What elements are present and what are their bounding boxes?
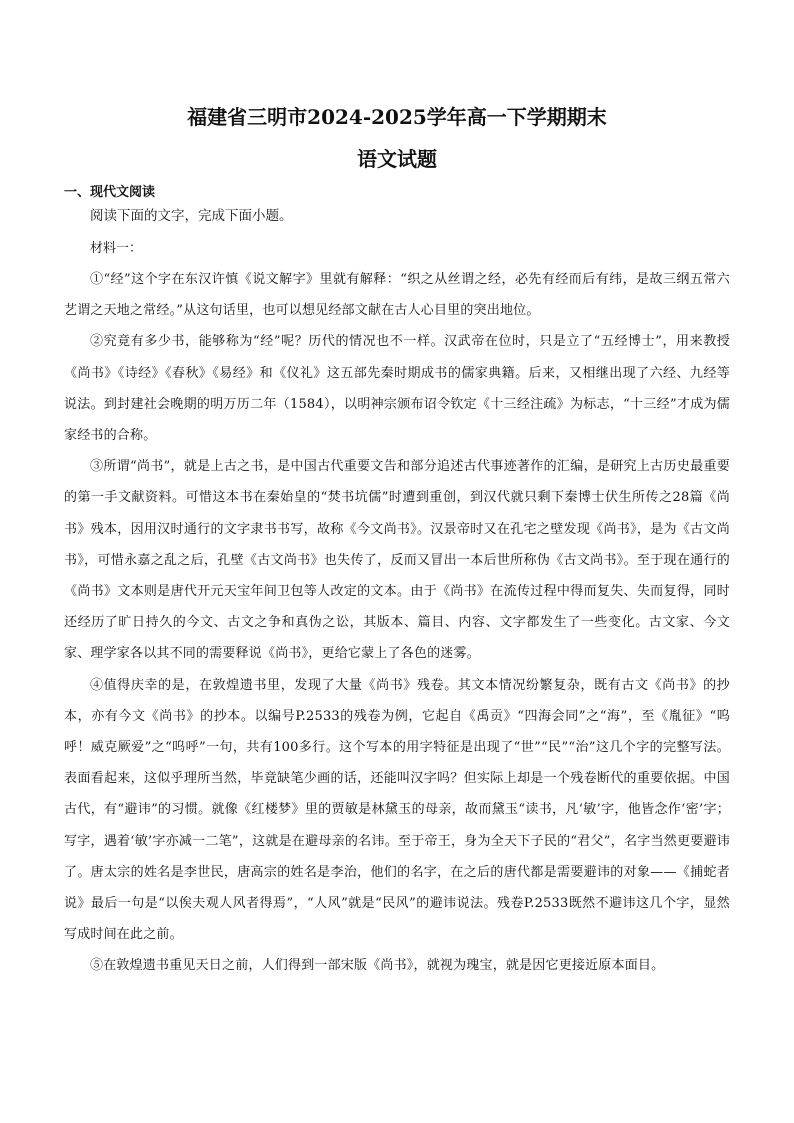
paragraph-5: ⑤在敦煌遗书重见天日之前，人们得到一部宋版《尚书》，就视为瑰宝，就是因它更接近原本面目。 bbox=[90, 958, 665, 974]
reading-instruction: 阅读下面的文字，完成下面小题。 bbox=[90, 208, 293, 224]
paragraph-3: ③所谓“尚书”，就是上古之书，是中国古代重要文告和部分追述古代事迹著作的汇编，是研究上古历史最重要的第一手文献资料。可惜这本书在秦始皇的“焚书坑儒”时遭到重创，到汉代就只剩下秦博士伏生所传之28篇《尚书》残本，因用汉时通行的文字隶书书写，故称《今文尚书》。汉景帝时又在孔宅之壁发现《尚书》，是为《古文尚书》，可惜永嘉之乱之后，孔壁《古文尚书》也失传了，反而又冒出一本后世所称伪《古文尚书》。至于现在通行的《尚书》文本则是唐代开元天宝年间卫包等人改定的文本。由于《尚书》在流传过程中得而复失、失而复得，同时还经历了旷日持久的今文、古文之争和真伪之讼，其版本、篇目、内容、文字都发生了一些变化。古文家、今文家、理学家各以其不同的需要释说《尚书》，更给它蒙上了各色的迷雾。 bbox=[64, 459, 730, 662]
document-title: 福建省三明市2024-2025学年高一下学期期末 bbox=[187, 105, 607, 129]
paragraph-4: ④值得庆幸的是，在敦煌遗书里，发现了大量《尚书》残卷。其文本情况纷繁复杂，既有古文《尚书》的抄本，亦有今文《尚书》的抄本。以编号P.2533的残卷为例，它起自《禹贡》“四海会同”之“海”，至《胤征》“呜呼！威克厥爱”之“呜呼”一句，共有100多行。这个写本的用字特征是出现了“世”“民”“治”这几个字的完整写法。表面看起来，这似乎理所当然，毕竟缺笔少画的话，还能叫汉字吗？但实际上却是一个残卷断代的重要依据。中国古代，有“避讳”的习惯。就像《红楼梦》里的贾敏是林黛玉的母亲，故而黛玉“读书，凡‘敏’字，他皆念作‘密’字；写字，遇着‘敏’字亦减一二笔”，这就是在避母亲的名讳。至于帝王，身为全天下子民的“君父”，名字当然更要避讳了。唐太宗的姓名是李世民，唐高宗的姓名是李治，他们的名字，在之后的唐代都是需要避讳的对象——《捕蛇者说》最后一句是“以俟夫观人风者得焉”，“人风”就是“民风”的避讳说法。残卷P.2533既然不避讳这几个字，显然写成时间在此之前。 bbox=[64, 677, 730, 943]
section-heading: 一、现代文阅读 bbox=[64, 185, 156, 200]
paragraph-2: ②究竟有多少书，能够称为“经”呢？历代的情况也不一样。汉武帝在位时，只是立了“五经博士”，用来教授《尚书》《诗经》《春秋》《易经》和《仪礼》这五部先秦时期成书的儒家典籍。后来，又相继出现了六经、九经等说法。到封建社会晚期的明万历二年（1584），以明神宗颁布诏令钦定《十三经注疏》为标志，“十三经”才成为儒家经书的合称。 bbox=[64, 334, 730, 444]
article-body bbox=[64, 264, 730, 982]
document-subtitle: 语文试题 bbox=[357, 147, 437, 171]
paragraph-1: ①“经”这个字在东汉许慎《说文解字》里就有解释：“织之从丝谓之经，必先有经而后有纬，是故三纲五常六艺谓之天地之常经。”从这句话里，也可以想见经部文献在古人心目里的突出地位。 bbox=[64, 272, 730, 319]
material-label: 材料一： bbox=[90, 241, 143, 256]
